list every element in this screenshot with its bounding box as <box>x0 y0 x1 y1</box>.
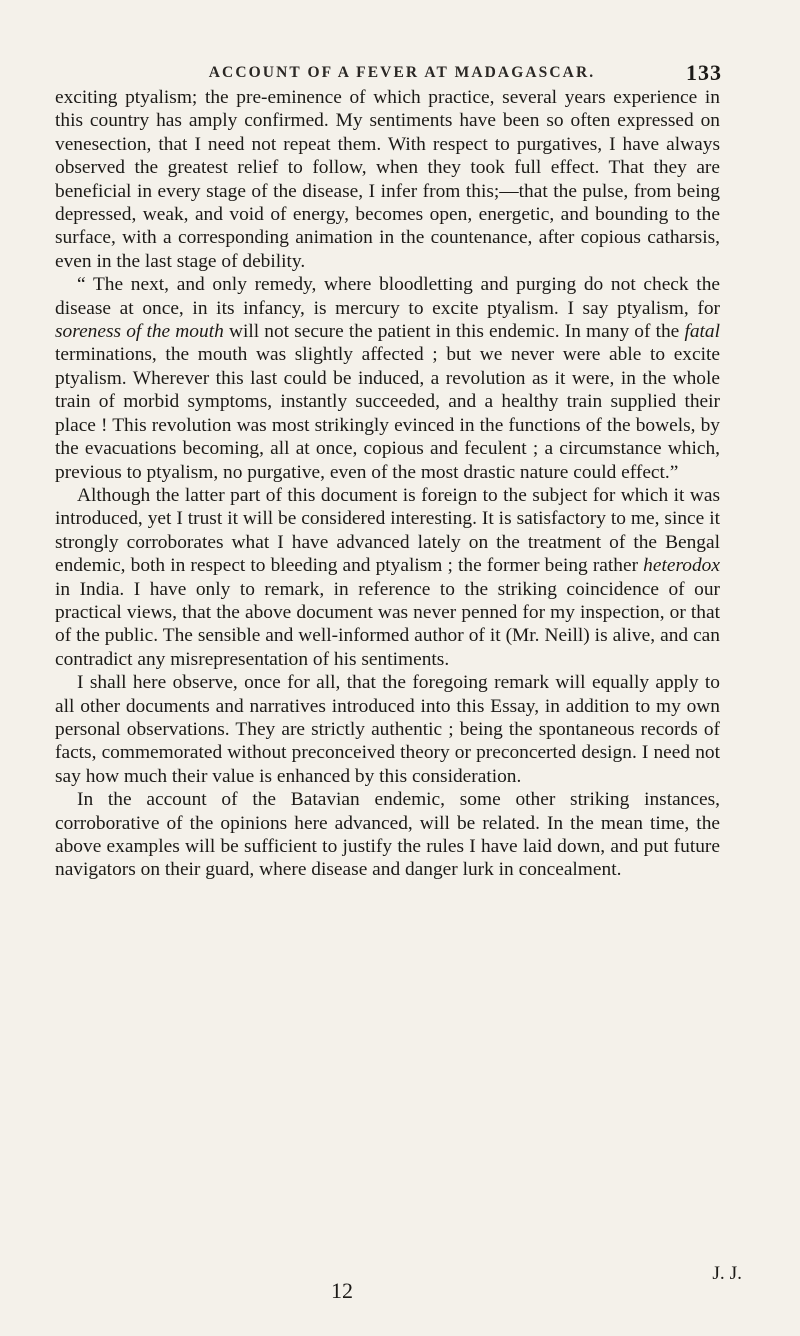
text-run: Although the latter part of this document is foreign to the subject for which it was introduced, yet I trust it will be considered interesting. It is satisfactory to me, since it strongly corroborates what I have advanced lately on the treatment of the Bengal endemic, both in respect to bleeding and ptyalism ; the former being rather <box>55 484 720 577</box>
text-run: will not secure the patient in this endemic. In many of the <box>223 321 685 343</box>
author-initials: J. J. <box>712 1263 742 1284</box>
body-text <box>55 86 720 882</box>
text-run: terminations, the mouth was slightly affected ; but we never were able to excite ptyalism. Wherever this last could be induced, a revolution as it were, in the whole train of morbid symptoms, instantly succeeded, and a healthy train supplied their place ! This revolution was most strikingly evinced in the functions of the bowels, by the evacuations becoming, all at once, copious and feculent ; a circumstance which, previous to ptyalism, no purgative, even of the most drastic nature could effect.” <box>55 344 720 483</box>
paragraph <box>55 788 720 882</box>
running-title: ACCOUNT OF A FEVER AT MADAGASCAR. <box>208 64 596 81</box>
paragraph <box>55 86 720 273</box>
text-run: “ The next, and only remedy, where bloodletting and purging do not check the disease at once, in its infancy, is mercury to excite ptyalism. I say ptyalism, for <box>55 274 720 319</box>
text-run: exciting ptyalism; the pre-eminence of which practice, several years experience in this country has amply confirmed. My sentiments have been so often expressed on venesection, that I need not repeat them. With respect to purgatives, I have always observed the greatest relief to follow, when they took full effect. That they are beneficial in every stage of the disease, I infer from this;—that the pulse, from being depressed, weak, and void of energy, becomes open, energetic, and bounding to the surface, with a corresponding animation in the countenance, after copious catharsis, even in the last stage of debility. <box>55 87 720 272</box>
paragraph <box>55 671 720 788</box>
italic-text: fatal <box>684 321 721 343</box>
text-run: in India. I have only to remark, in reference to the striking coincidence of our practical views, that the above document was never penned for my inspection, or that of the public. The sensible and well-informed author of it (Mr. Neill) is alive, and can contradict any misrepresentation of his sentiments. <box>55 578 720 670</box>
italic-text: soreness of the mouth <box>55 321 224 343</box>
paragraph <box>55 273 720 484</box>
paragraph <box>55 484 720 671</box>
text-run: In the account of the Batavian endemic, some other striking instances, corroborative of the opinions here advanced, will be related. In the mean time, the above examples will be sufficient to justify the rules I have laid down, and put future navigators on their guard, where disease and danger lurk in concealment. <box>55 789 720 881</box>
page-number: 133 <box>686 60 722 85</box>
text-run: I shall here observe, once for all, that the foregoing remark will equally apply to all other documents and narratives introduced into this Essay, in addition to my own personal observations. They are strictly authentic ; being the spontaneous records of facts, commemorated without preconceived theory or preconcerted design. I need not say how much their value is enhanced by this consideration. <box>55 672 720 787</box>
signature-mark-number: 12 <box>331 1278 353 1303</box>
italic-text: heterodox <box>643 555 720 577</box>
